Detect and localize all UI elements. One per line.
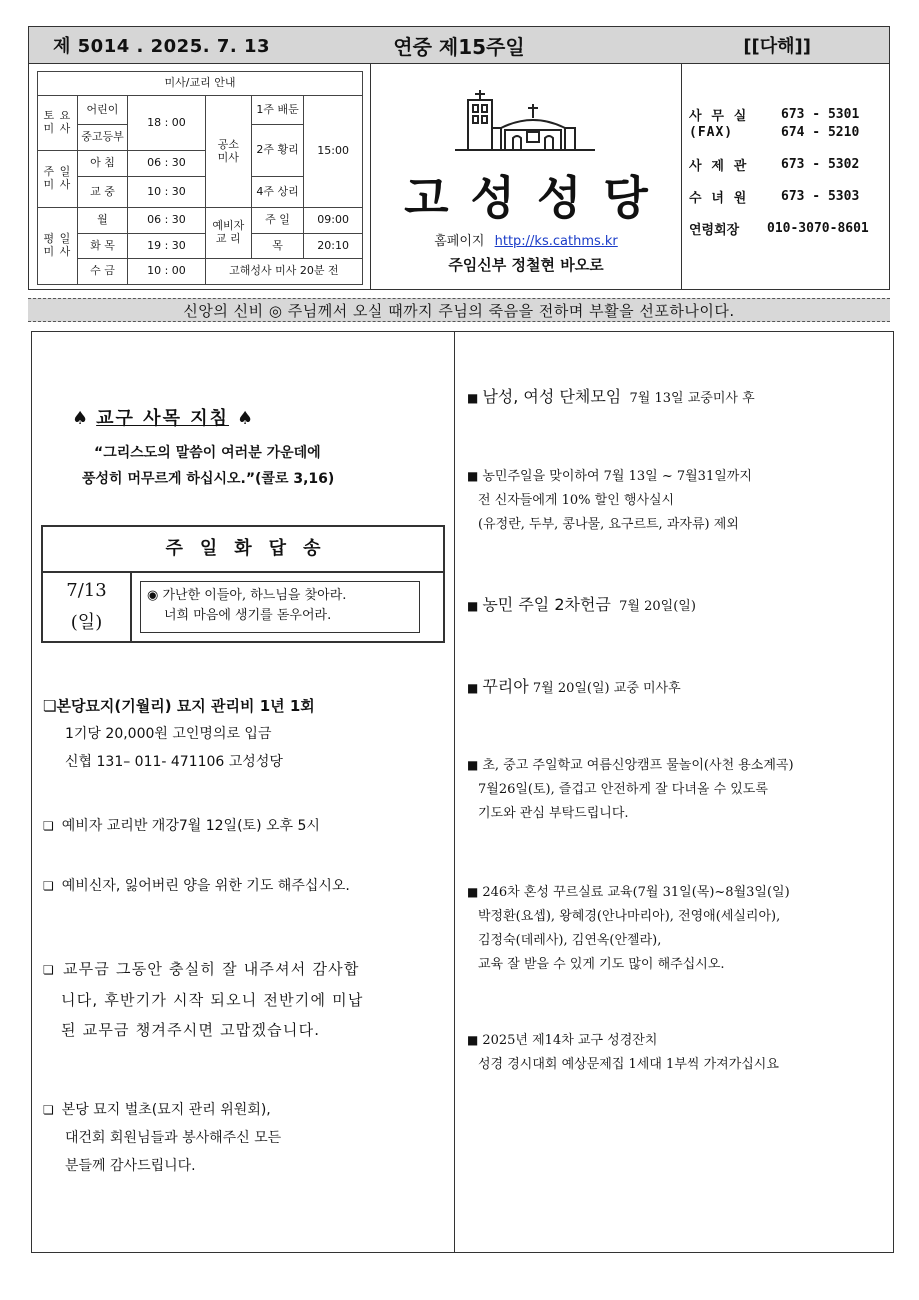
schedule-caption: 미사/교리 안내: [38, 72, 363, 96]
confession-note: 고해성사 미사 20분 전: [205, 258, 362, 284]
kids-label: 어린이: [77, 96, 127, 125]
contact-convent: 수 녀 원 673 - 5303: [689, 188, 860, 206]
gongso-week1: 1주 배둔: [251, 96, 303, 125]
catechumen-label: 예비자 교 리: [205, 208, 251, 258]
sunday-main-time: 10 : 30: [128, 177, 206, 208]
square-bullet-icon: ■: [467, 599, 479, 613]
mystery-of-faith: 신앙의 신비 ◎ 주님께서 오실 때까지 주님의 죽음을 전하며 부활을 선포하나이다.: [28, 298, 890, 322]
responsorial-psalm-box: [41, 525, 445, 643]
bulletin-body: [31, 331, 894, 1253]
saturday-mass-label: 토 요 미 사: [38, 96, 78, 151]
gongso-week2: 2주 황리: [251, 124, 303, 177]
notice-farmers-sunday-sale: ■ 농민주일을 맞이하여 7월 13일 ~ 7월31일까지 전 신자들에게 10% 할인 행사실시 (유정란, 두부, 콩나물, 요구르트, 과자류) 제외: [467, 469, 752, 532]
church-logo-block: [371, 64, 681, 290]
pastor-name: 주임신부 정철현 바오로: [448, 256, 604, 274]
issue-header-bar: [28, 26, 890, 64]
catechumen-sunday-time: 09:00: [304, 208, 363, 234]
contact-list: [689, 102, 889, 240]
church-name: 고성성당: [404, 171, 670, 225]
column-divider: [681, 64, 682, 289]
bulletin-header: [28, 64, 890, 290]
issue-number: 제 5014 . 2025. 7. 13: [53, 36, 271, 57]
checkbox-bullet-icon: ❏: [43, 697, 57, 715]
homepage-label: 홈페이지: [434, 234, 485, 249]
sunday-mass-label: 주 일 미 사: [38, 151, 78, 208]
square-bullet-icon: ■: [467, 885, 479, 899]
gongso-week4: 4주 상리: [251, 177, 303, 208]
gongso-mass-label: 공소 미사: [205, 96, 251, 208]
checkbox-bullet-icon: ❏: [43, 879, 54, 893]
notice-cemetery-fee: ❏본당묘지(기월리) 묘지 관리비 1년 1회 1기당 20,000원 고인명의로 입금 신협 131– 011- 471106 고성성당: [43, 697, 315, 770]
checkbox-bullet-icon: ❏: [43, 819, 54, 833]
monday-time: 06 : 30: [128, 208, 206, 234]
sunday-morning-time: 06 : 30: [128, 151, 206, 177]
wed-fri-time: 10 : 00: [128, 258, 206, 284]
tue-thu-time: 19 : 30: [128, 234, 206, 258]
homepage-line: [371, 230, 681, 249]
notice-summer-camp: ■ 초, 중고 주일학교 여름신앙캠프 물놀이(사천 용소계곡) 7월26일(토), 즐겁고 안전하게 잘 다녀올 수 있도록 기도와 관심 부탁드립니다.: [467, 758, 794, 821]
psalm-date: 7/13 (일): [43, 573, 132, 641]
weekday-mass-label: 평 일 미 사: [38, 208, 78, 285]
notice-catechumen-class: ❏ 예비자 교리반 개강7월 12일(토) 오후 5시: [43, 812, 320, 840]
mass-schedule-table: [37, 71, 363, 285]
notice-prayer-request: ❏ 예비신자, 잃어버린 양을 위한 기도 해주십시오.: [43, 872, 350, 900]
square-bullet-icon: ■: [467, 469, 479, 483]
catechumen-thursday-time: 20:10: [304, 234, 363, 258]
square-bullet-icon: ■: [467, 391, 479, 405]
wed-fri-label: 수 금: [77, 258, 127, 284]
square-bullet-icon: ■: [467, 681, 479, 695]
psalm-verse: ◉ 가난한 이들아, 하느님을 찾아라. 너희 마음에 생기를 돋우어라.: [140, 581, 420, 633]
sunday-main-label: 교 중: [77, 177, 127, 208]
gongso-time: 15:00: [304, 96, 363, 208]
saturday-time: 18 : 00: [128, 96, 206, 151]
notice-cemetery-mowing: ❏ 본당 묘지 벌초(묘지 관리 위원회), 대건회 회원님들과 봉사해주신 모든 분들께 감사드립니다.: [43, 1096, 281, 1180]
spade-icon: ♠: [72, 408, 89, 429]
notice-bible-festival: ■ 2025년 제14차 교구 성경잔치 성경 경시대회 예상문제집 1세대 1부씩 가져가십시요: [467, 1033, 779, 1072]
contact-office: 사 무 실 673 - 5301: [689, 106, 860, 124]
homepage-link[interactable]: http://ks.cathms.kr: [494, 234, 618, 249]
church-building-icon: [455, 88, 595, 152]
notice-group-meeting: ■ 남성, 여성 단체모임 7월 13일 교중미사 후: [467, 387, 755, 406]
checkbox-bullet-icon: ❏: [43, 963, 55, 977]
contact-rectory: 사 제 관 673 - 5302: [689, 156, 860, 174]
notice-curia: ■ 꾸리아 7월 20일(일) 교중 미사후: [467, 677, 681, 696]
psalm-title: 주일화답송: [43, 527, 443, 573]
catechumen-sunday: 주 일: [251, 208, 303, 234]
youth-label: 중고등부: [77, 124, 127, 150]
notice-second-collection: ■ 농민 주일 2차헌금 7월 20일(일): [467, 595, 696, 614]
square-bullet-icon: ■: [467, 758, 479, 772]
tue-thu-label: 화 목: [77, 234, 127, 258]
spade-icon: ♠: [237, 408, 254, 429]
pastoral-guideline-title: ♠ 교구 사목 지침 ♠: [72, 408, 254, 429]
monday-label: 월: [77, 208, 127, 234]
right-column: [455, 332, 895, 1252]
contact-fax: (FAX) 674 - 5210: [689, 124, 860, 140]
liturgical-title: 연중 제15주일: [393, 34, 525, 59]
left-column: [32, 332, 454, 1252]
pastoral-guideline-quote: “그리스도의 말씀이 여러분 가운데에 풍성히 머무르게 하십시오.”(콜로 3,16): [82, 445, 335, 487]
liturgical-year: [[다해]]: [743, 36, 811, 57]
sunday-morning-label: 아 침: [77, 151, 127, 177]
notice-cursillo: ■ 246차 혼성 꾸르실료 교육(7월 31일(목)~8월3일(일) 박정환(요셉), 왕혜경(안나마리아), 전영애(세실리아), 김정숙(데레사), 김연옥(안젤라), 교육 잘 받을 수 있게 기도 많이 해주십시오.: [467, 885, 790, 972]
checkbox-bullet-icon: ❏: [43, 1103, 54, 1117]
catechumen-thursday: 목: [251, 234, 303, 258]
contact-memorial-chair: 연령회장 010-3070-8601: [689, 220, 869, 238]
notice-parish-dues: ❏ 교무금 그동안 충실히 잘 내주셔서 감사합 니다, 후반기가 시작 되오니 전반기에 미납 된 교무금 챙겨주시면 고맙겠습니다.: [43, 954, 364, 1045]
square-bullet-icon: ■: [467, 1033, 479, 1047]
